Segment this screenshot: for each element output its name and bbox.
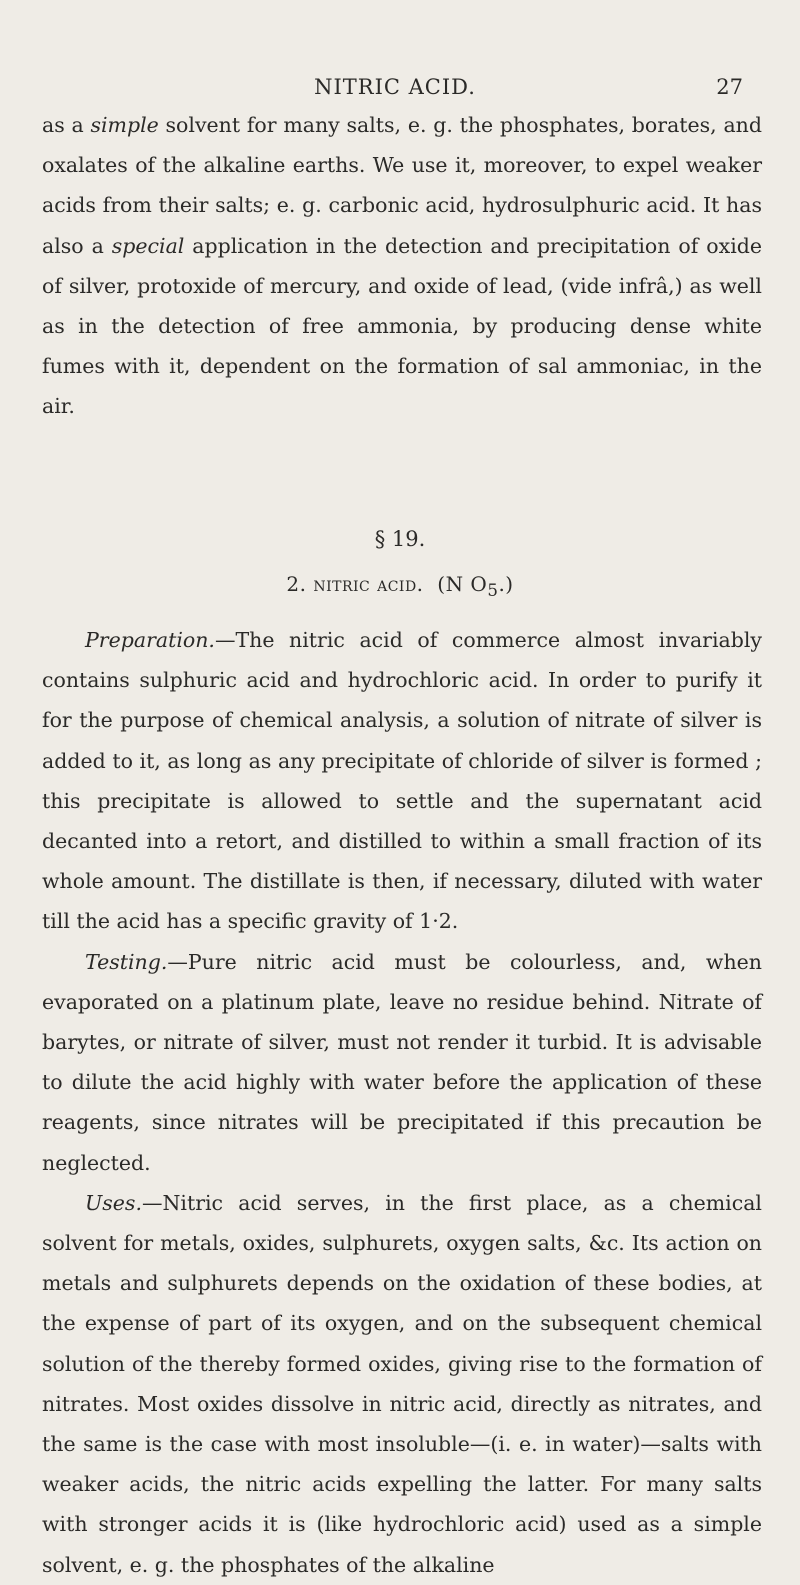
paragraph-lead: Uses.	[85, 1190, 142, 1215]
running-head	[0, 75, 800, 105]
page-number: 27	[716, 75, 743, 99]
section-body	[42, 620, 762, 1585]
paragraph-text: —Nitric acid serves, in the first place, as a chemical solvent for metals, oxides, sulphurets, oxygen salts, &c. Its action on metals and sulphurets depends on the oxidation of these bodies, at the expense of part of its oxygen, and on the subsequent chemical solution of the thereby formed oxides, giving rise to the formation of nitrates. Most oxides dissolve in nitric acid, directly as nitrates, and the same is the case with most insoluble—(i. e. in water)—salts with weaker acids, the nitric acids expelling the latter. For many salts with stronger acids it is (like hydrochloric acid) used as a simple solvent, e. g. the phosphates of the alkaline	[42, 1190, 762, 1577]
heading-formula: (N $O_5$.)	[437, 572, 514, 600]
paragraph-text: as a	[42, 113, 91, 137]
paragraph-lead: Testing.	[85, 949, 168, 974]
preparation-paragraph	[42, 620, 762, 942]
paragraph-text: solvent for many salts, e. g. the phosphates, borates, and oxalates of the alkaline earths. We use it, moreover, to expel weaker acids from their salts; e. g. carbonic acid, hydrosulphuric acid. It has also a	[42, 113, 762, 258]
paragraph-text: application in the detection and precipitation of oxide of silver, protoxide of mercury, and oxide of lead, (vide infrâ,) as well as in the detection of free ammonia, by producing dense white fumes with it, dependent on the formation of sal ammoniac, in the air.	[42, 233, 762, 419]
section-heading	[0, 572, 800, 600]
running-title: NITRIC ACID.	[314, 75, 476, 99]
heading-title: nitric acid.	[313, 572, 424, 596]
emphasis-simple: simple	[90, 113, 159, 137]
heading-number: 2.	[286, 572, 307, 596]
section-number: § 19.	[374, 527, 426, 551]
paragraph-continued	[42, 105, 762, 427]
emphasis-special: special	[111, 233, 185, 258]
testing-paragraph	[42, 942, 762, 1183]
uses-paragraph	[42, 1183, 762, 1585]
paragraph-text: —The nitric acid of commerce almost invariably contains sulphuric acid and hydrochloric acid. In order to purify it for the purpose of chemical analysis, a solution of nitrate of silver is added to it, as long as any precipitate of chloride of silver is formed ; this precipitate is allowed to settle and the supernatant acid decanted into a retort, and distilled to within a small fraction of its whole amount. The distillate is then, if necessary, diluted with water till the acid has a specific gravity of 1·2.	[42, 628, 762, 934]
paragraph-text: —Pure nitric acid must be colourless, and, when evaporated on a platinum plate, leave no residue behind. Nitrate of barytes, or nitrate of silver, must not render it turbid. It is advisable to dilute the acid highly with water before the application of these reagents, since nitrates will be precipitated if this precaution be neglected.	[42, 949, 762, 1175]
paragraph-lead: Preparation.	[85, 628, 215, 652]
